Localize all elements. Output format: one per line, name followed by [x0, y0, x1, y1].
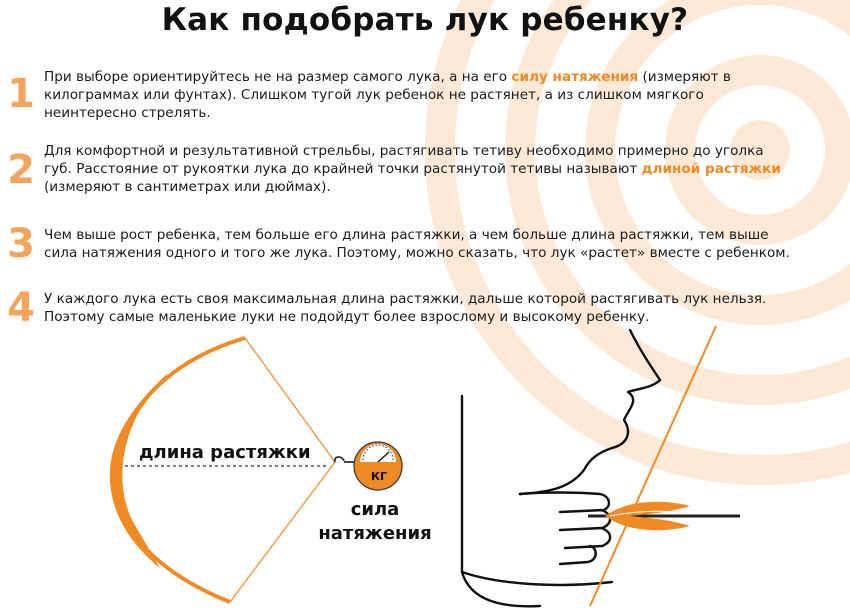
step-text: [44, 68, 844, 122]
step-text: [44, 142, 844, 196]
text-line: Для комфортной и результативной стрельбы, растягивать тетиву необходимо примерно до уголка: [44, 143, 764, 159]
text-line: неинтересно стрелять.: [44, 105, 211, 121]
step-text: [44, 226, 844, 262]
text-line: Чем выше рост ребенка, тем больше его длина растяжки, а чем больше длина растяжки, тем выше: [44, 227, 769, 243]
page-title: Как подобрать лук ребенку?: [161, 2, 689, 38]
step-number: 3: [7, 221, 35, 267]
illustration: [0, 320, 850, 610]
text-line: сила натяжения одного и того же лука. Поэтому, можно сказать, что лук «растет» вместе с ребенком.: [44, 245, 790, 261]
draw-force-label: [300, 498, 450, 546]
text-line: килограммах или фунтах). Слишком тугой лук ребенок не растянет, а из слишком мягкого: [44, 87, 704, 103]
text-line: Поэтому самые маленькие луки не подойдут более взрослому и высокому ребенку.: [44, 309, 650, 325]
bow-icon: [110, 338, 335, 602]
step-number: 4: [7, 285, 35, 331]
step-number: 2: [7, 147, 35, 193]
force-label-line: натяжения: [318, 523, 432, 544]
arrow-icon: [588, 502, 740, 531]
draw-length-label: длина растяжки: [136, 442, 314, 464]
step-number: 1: [7, 71, 35, 117]
text-line: У каждого лука есть своя максимальная длина растяжки, дальше которой растягивать лук нельзя.: [44, 291, 767, 307]
text-line: губ. Расстояние от рукоятки лука до крайней точки растянутой тетивы называют длиной растяжки: [44, 161, 781, 177]
text-line: При выборе ориентируйтесь не на размер самого лука, а на его силу натяжения (измеряют в: [44, 69, 731, 85]
archer-profile-icon: [462, 330, 660, 606]
text-line: (измеряют в сантиметрах или дюймах).: [44, 179, 331, 195]
force-label-line: сила: [350, 499, 400, 520]
highlight-term: длиной растяжки: [641, 161, 781, 177]
gauge-unit-label: КГ: [370, 470, 387, 483]
highlight-term: силу натяжения: [511, 69, 639, 85]
